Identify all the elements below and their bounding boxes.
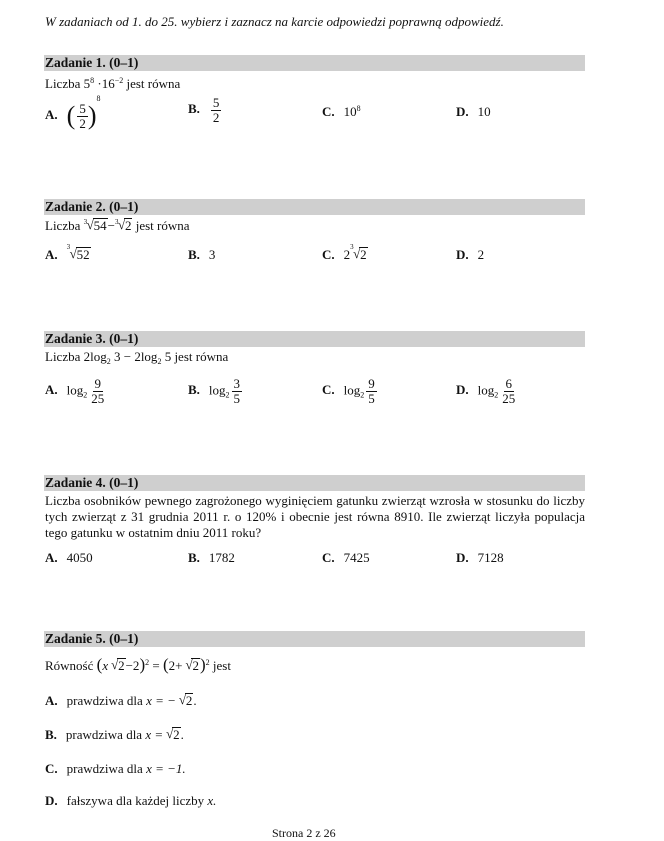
task-5-option-d[interactable]: D. fałszywa dla każdej liczby x.	[45, 793, 217, 808]
task-5-option-a[interactable]: A. prawdziwa dla x = − √ 2.	[45, 692, 197, 708]
task-2-header: Zadanie 2. (0–1)	[44, 199, 585, 215]
task-5-header: Zadanie 5. (0–1)	[44, 631, 585, 647]
task-5-option-b[interactable]: B. prawdziwa dla x = √ 2.	[45, 726, 184, 742]
task-4-option-a[interactable]: A. 4050	[45, 550, 93, 565]
task-2-option-d[interactable]: D. 2	[456, 247, 485, 262]
task-2-option-a[interactable]: A. 3 √ 52	[45, 243, 90, 262]
task-1-question: Liczba $5^8 \cdot 16^{-2}$ jest równa	[45, 76, 181, 91]
task-4-option-c[interactable]: C. 7425	[322, 550, 370, 565]
task-2-question: Liczba 3 √ 54− 3 √ 2 jest równa	[45, 217, 190, 233]
task-1-header: Zadanie 1. (0–1)	[44, 55, 585, 71]
task-3-question: Liczba $2\log_2$ $3 - 2\log_2$ 5 jest równa	[45, 349, 229, 366]
task-1-option-b[interactable]: B. $\frac{5}{2}$	[188, 95, 220, 125]
task-2-option-c[interactable]: C. 2 3 √ 2	[322, 243, 367, 262]
task-3-option-a[interactable]: A. $\log_2$ $\frac{9}{25}$	[45, 376, 105, 406]
task-1-option-d[interactable]: D. 10	[456, 104, 491, 119]
instruction: W zadaniach od 1. do 25. wybierz i zaznacz na karcie odpowiedzi poprawną odpowiedź.	[45, 14, 504, 29]
task-4-option-b[interactable]: B. 1782	[188, 550, 235, 565]
task-5-question: Równość (x √ 2−2)$^2$ = (2+ √ 2)$^2$ jest	[45, 655, 231, 674]
task-3-option-b[interactable]: B. $\log_2$ $\frac{3}{5}$	[188, 376, 241, 406]
task-4-header: Zadanie 4. (0–1)	[44, 475, 585, 491]
task-2-option-b[interactable]: B. 3	[188, 247, 216, 262]
task-3-option-d[interactable]: D. $\log_2$ $\frac{6}{25}$	[456, 376, 516, 406]
task-1-option-c[interactable]: C. $10^8$	[322, 104, 361, 119]
task-5-option-c[interactable]: C. prawdziwa dla x = −1.	[45, 761, 186, 776]
task-3-option-c[interactable]: C. $\log_2$ $\frac{9}{5}$	[322, 376, 375, 406]
task-3-header: Zadanie 3. (0–1)	[44, 331, 585, 347]
task-4-option-d[interactable]: D. 7128	[456, 550, 504, 565]
task-4-question: Liczba osobników pewnego zagrożonego wyginięciem gatunku zwierząt wzrosła w stosunku do liczby tych zwierząt z 31 grudnia 2011 r. o 120% i obecnie jest równa 8910. Ile zwierząt liczyła populacja tego gatunku w ostatnim dniu 2011 roku?	[45, 493, 585, 540]
task-1-option-a[interactable]: A. ( $\frac{5}{2}$ )$^8$	[45, 94, 101, 131]
page-footer: Strona 2 z 26	[272, 826, 336, 840]
